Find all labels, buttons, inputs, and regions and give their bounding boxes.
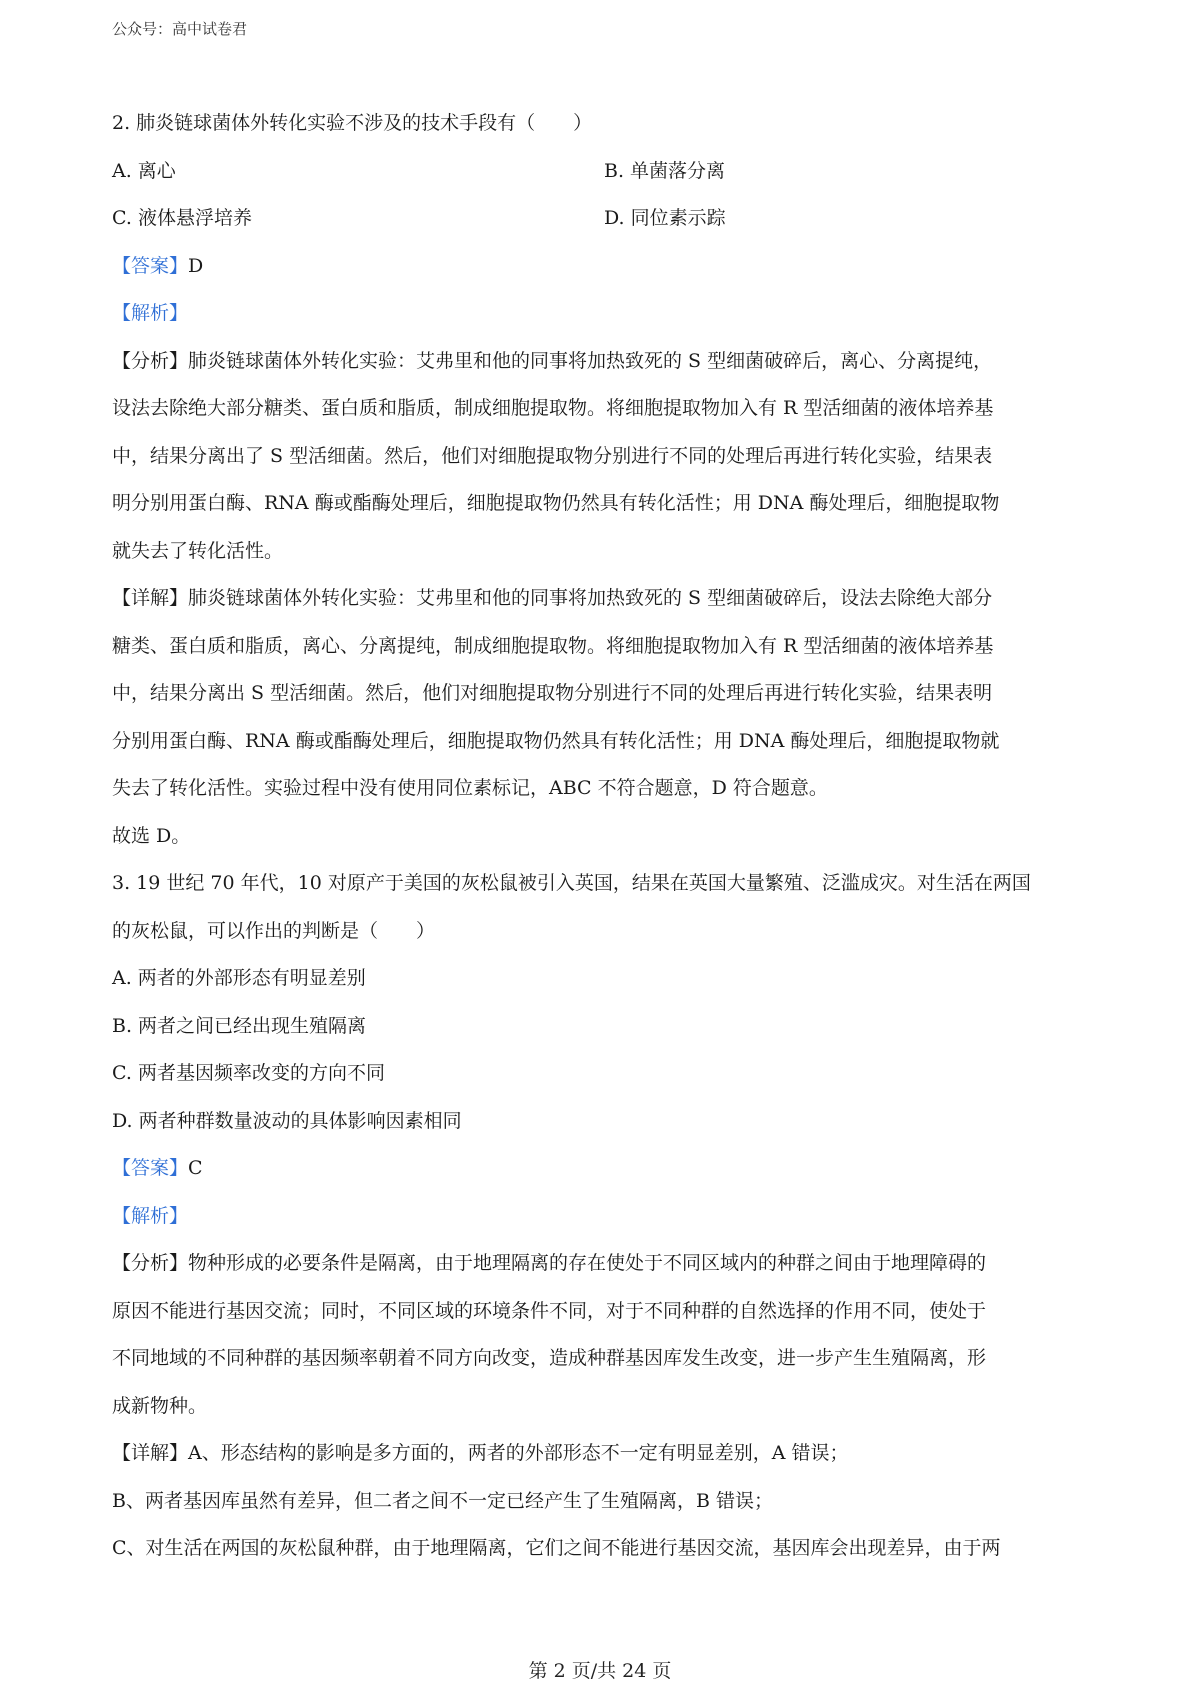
analysis-paragraph-line: 不同地域的不同种群的基因频率朝着不同方向改变，造成种群基因库发生改变，进一步产生生殖隔离，形 xyxy=(112,1347,987,1369)
question-2-options-row-1 xyxy=(112,148,1102,196)
analysis-paragraph-line: 就失去了转化活性。 xyxy=(112,539,284,562)
option-d: D. 两者种群数量波动的具体影响因素相同 xyxy=(112,1109,462,1132)
analysis-paragraph-line: 原因不能进行基因交流；同时，不同区域的环境条件不同，对于不同种群的自然选择的作用不同，使处于 xyxy=(112,1299,987,1322)
option-b: B. 两者之间已经出现生殖隔离 xyxy=(112,1014,367,1037)
analysis-paragraph-line: 明分别用蛋白酶、RNA 酶或酯酶处理后，细胞提取物仍然具有转化活性；用 DNA 酶处理后，细胞提取物 xyxy=(112,492,1000,514)
option-c: C. 两者基因频率改变的方向不同 xyxy=(112,1062,385,1084)
analysis-tag: 【解析】 xyxy=(112,1204,189,1227)
option-b: B. 单菌落分离 xyxy=(604,159,726,182)
page-number: 第 2 页/共 24 页 xyxy=(528,1660,672,1682)
detail-paragraph-line: B、两者基因库虽然有差异，但二者之间不一定已经产生了生殖隔离，B 错误； xyxy=(112,1489,773,1512)
detail-paragraph-line: 糖类、蛋白质和脂质，离心、分离提纯，制成细胞提取物。将细胞提取物加入有 R 型活细菌的液体培养基 xyxy=(112,634,994,657)
document-body xyxy=(112,100,1102,1573)
answer-tag: 【答案】 xyxy=(112,1157,189,1179)
detail-paragraph-line: 【详解】肺炎链球菌体外转化实验：艾弗里和他的同事将加热致死的 S 型细菌破碎后，设法去除绝大部分 xyxy=(112,587,993,609)
detail-paragraph-line: 失去了转化活性。实验过程中没有使用同位素标记，ABC 不符合题意，D 符合题意。 xyxy=(112,777,828,799)
answer-value: D xyxy=(188,254,204,277)
question-3-stem-line: 3. 19 世纪 70 年代，10 对原产于美国的灰松鼠被引入英国，结果在英国大量繁殖、泛滥成灾。对生活在两国 xyxy=(112,872,1031,894)
analysis-paragraph-line: 设法去除绝大部分糖类、蛋白质和脂质，制成细胞提取物。将细胞提取物加入有 R 型活细菌的液体培养基 xyxy=(112,397,994,419)
conclusion-line: 故选 D。 xyxy=(112,824,191,847)
answer-value: C xyxy=(188,1157,203,1179)
analysis-paragraph-line: 中，结果分离出了 S 型活细菌。然后，他们对细胞提取物分别进行不同的处理后再进行转化实验，结果表 xyxy=(112,444,993,467)
detail-paragraph-line: 中，结果分离出 S 型活细菌。然后，他们对细胞提取物分别进行不同的处理后再进行转化实验，结果表明 xyxy=(112,682,993,704)
question-3-stem-line: 的灰松鼠，可以作出的判断是（ ） xyxy=(112,919,436,942)
option-a: A. 两者的外部形态有明显差别 xyxy=(112,967,366,989)
question-2-options-row-2 xyxy=(112,195,1102,243)
option-d: D. 同位素示踪 xyxy=(604,207,726,229)
analysis-heading xyxy=(112,290,1102,338)
answer-tag: 【答案】 xyxy=(112,254,189,277)
analysis-tag: 【解析】 xyxy=(112,302,189,324)
detail-paragraph-line: 分别用蛋白酶、RNA 酶或酯酶处理后，细胞提取物仍然具有转化活性；用 DNA 酶处理后，细胞提取物就 xyxy=(112,729,1000,752)
header-watermark: 公众号：高中试卷君 xyxy=(112,20,248,38)
question-2-stem: 2. 肺炎链球菌体外转化实验不涉及的技术手段有（ ） xyxy=(112,112,593,134)
detail-paragraph-line: 【详解】A、形态结构的影响是多方面的，两者的外部形态不一定有明显差别，A 错误； xyxy=(112,1442,849,1464)
analysis-paragraph-line: 成新物种。 xyxy=(112,1394,208,1417)
answer-line xyxy=(112,243,1102,291)
option-a: A. 离心 xyxy=(112,159,176,182)
answer-line xyxy=(112,1145,1102,1193)
detail-paragraph-line: C、对生活在两国的灰松鼠种群，由于地理隔离，它们之间不能进行基因交流，基因库会出现差异，由于两 xyxy=(112,1537,1001,1559)
option-c: C. 液体悬浮培养 xyxy=(112,207,252,229)
analysis-paragraph-line: 【分析】肺炎链球菌体外转化实验：艾弗里和他的同事将加热致死的 S 型细菌破碎后，离心、分离提纯， xyxy=(112,349,993,372)
analysis-heading xyxy=(112,1193,1102,1241)
analysis-paragraph-line: 【分析】物种形成的必要条件是隔离，由于地理隔离的存在使处于不同区域内的种群之间由于地理障碍的 xyxy=(112,1252,987,1274)
